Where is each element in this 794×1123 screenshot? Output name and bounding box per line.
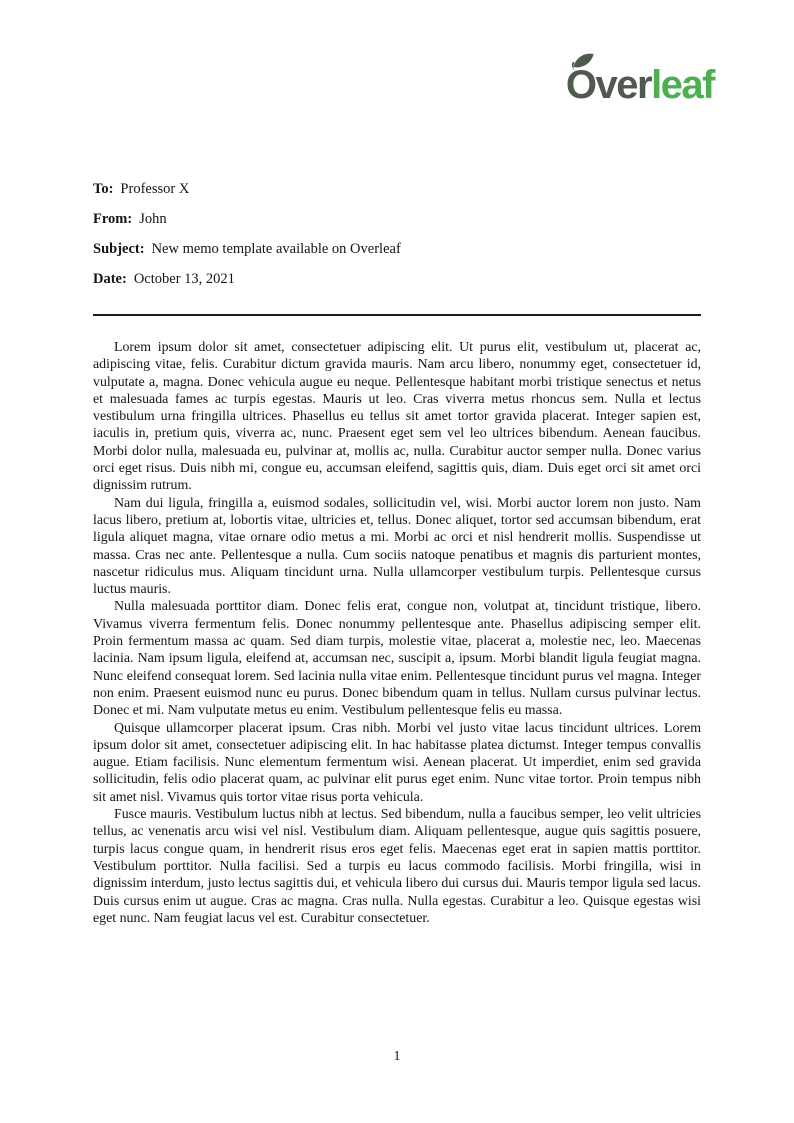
logo-text-leaf: leaf — [651, 63, 714, 107]
body-paragraph: Fusce mauris. Vestibulum luctus nibh at lectus. Sed bibendum, nulla a faucibus semper, leo velit ultricies tellus, ac venenatis arcu wisi vel nisl. Vestibulum diam. Aliquam pellentesque, augue quis sagittis posuere, turpis lacus congue quam, in hendrerit risus eros eget felis. Maecenas eget erat in sapien mattis porttitor. Vestibulum porttitor. Nulla facilisi. Sed a turpis eu lacus commodo facilisis. Morbi fringilla, wisi in dignissim interdum, justo lectus sagittis dui, et vehicula libero dui cursus dui. Mauris tempor ligula sed lacus. Duis cursus enim ut augue. Cras ac magna. Cras nulla. Nulla egestas. Curabitur a leo. Quisque egestas wisi eget nunc. Nam feugiat lacus vel est. Curabitur consectetuer. — [93, 807, 702, 926]
body-paragraph: Lorem ipsum dolor sit amet, consectetuer adipiscing elit. Ut purus elit, vestibulum ut, placerat ac, adipiscing vitae, felis. Curabitur dictum gravida mauris. Nam arcu libero, nonummy eget, consectetuer id, vulputate a, magna. Donec vehicula augue eu neque. Pellentesque habitant morbi tristique senectus et netus et malesuada fames ac turpis egestas. Mauris ut leo. Cras viverra metus rhoncus sem. Nulla et lectus vestibulum urna fringilla ultrices. Phasellus eu tellus sit amet tortor gravida placerat. Integer sapien est, iaculis in, pretium quis, viverra ac, nunc. Praesent eget sem vel leo ultrices bibendum. Aenean faucibus. Morbi dolor nulla, malesuada eu, pulvinar at, mollis ac, nulla. Curabitur auctor semper nulla. Donec varius orci eget risus. Duis nibh mi, congue eu, accumsan eleifend, sagittis quis, diam. Duis eget orci sit amet orci dignissim rutrum. — [93, 340, 701, 494]
memo-body — [93, 339, 701, 927]
body-paragraph: Nam dui ligula, fringilla a, euismod sodales, sollicitudin vel, wisi. Morbi auctor lorem non justo. Nam lacus libero, pretium at, lobortis vitae, ultricies et, tellus. Donec aliquet, tortor sed accumsan bibendum, erat ligula aliquet magna, vitae ornare odio metus a mi. Morbi ac orci et nisl hendrerit mollis. Suspendisse ut massa. Cras nec ante. Pellentesque a nulla. Cum sociis natoque penatibus et magnis dis parturient montes, nascetur ridiculus mus. Aliquam tincidunt urna. Nulla ullamcorper vestibulum turpis. Pellentesque cursus luctus mauris. — [93, 495, 701, 598]
field-from-label: From: — [93, 211, 133, 227]
field-from-value: John — [139, 211, 167, 227]
memo-header-fields — [93, 181, 401, 301]
field-to — [93, 181, 401, 197]
field-subject-label: Subject: — [93, 241, 145, 257]
field-from — [93, 211, 401, 227]
field-date-value: October 13, 2021 — [133, 271, 235, 287]
field-to-value: Professor X — [120, 181, 190, 197]
field-to-label: To: — [93, 181, 114, 197]
logo-text-over: Over — [565, 63, 652, 107]
divider-rule — [93, 314, 701, 316]
field-subject-value: New memo template available on Overleaf — [151, 241, 401, 257]
body-paragraph: Nulla malesuada porttitor diam. Donec felis erat, congue non, volutpat at, tincidunt tristique, libero. Vivamus viverra fermentum felis. Donec nonummy pellentesque ante. Phasellus adipiscing semper elit. Proin fermentum massa ac quam. Sed diam turpis, molestie vitae, placerat a, molestie nec, leo. Maecenas lacinia. Nam ipsum ligula, eleifend at, accumsan nec, suscipit a, ipsum. Morbi blandit ligula feugiat magna. Nunc eleifend consequat lorem. Sed lacinia nulla vitae enim. Pellentesque tincidunt purus vel magna. Integer non enim. Praesent euismod nunc eu purus. Donec bibendum quam in tellus. Nullam cursus pulvinar lectus. Donec et mi. Nam vulputate metus eu enim. Vestibulum pellentesque felis eu massa. — [93, 599, 701, 719]
field-subject — [93, 241, 401, 257]
overleaf-logo — [566, 63, 714, 107]
field-date — [93, 271, 401, 287]
field-date-label: Date: — [93, 271, 127, 287]
body-paragraph: Quisque ullamcorper placerat ipsum. Cras nibh. Morbi vel justo vitae lacus tincidunt ultrices. Lorem ipsum dolor sit amet, consectetuer adipiscing elit. In hac habitasse platea dictumst. Integer tempus convallis augue. Etiam facilisis. Nunc elementum fermentum wisi. Aenean placerat. Ut imperdiet, enim sed gravida sollicitudin, felis odio placerat quam, ac pulvinar elit purus eget enim. Nunc vitae tortor. Proin tempus nibh sit amet nisl. Vivamus quis tortor vitae risus porta vehicula. — [93, 720, 701, 805]
page-number: 1 — [393, 1049, 401, 1064]
